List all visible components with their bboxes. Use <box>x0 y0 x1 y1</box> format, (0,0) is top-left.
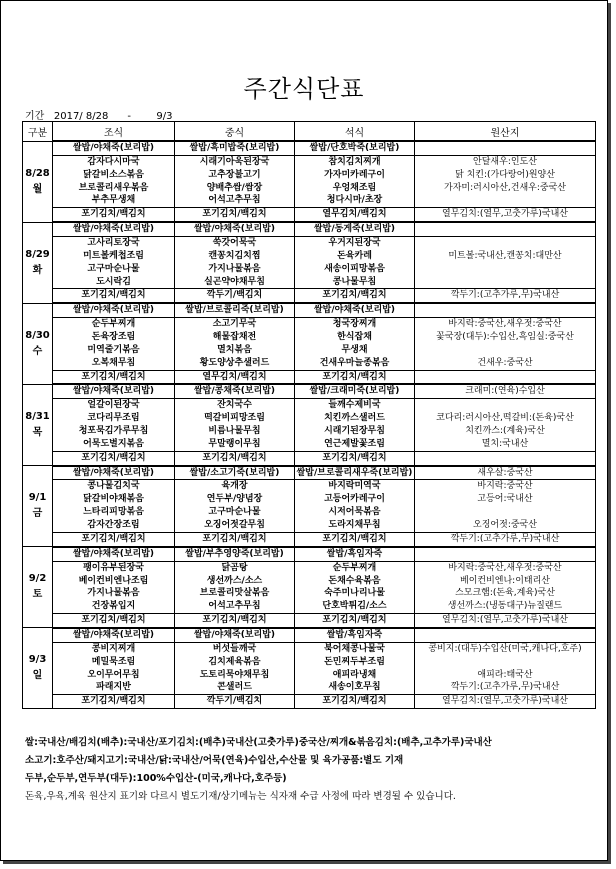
day-weekday: 수 <box>32 345 43 357</box>
lunch-cell: 생선까스/소스 <box>175 575 295 588</box>
day-cell <box>23 466 53 547</box>
breakfast-cell: 도시락김 <box>53 276 175 289</box>
dinner-cell: 우거지된장국 <box>295 237 415 250</box>
dinner-cell: 들깨수제비국 <box>295 399 415 412</box>
breakfast-cell: 팽이유부된장국 <box>53 561 175 574</box>
breakfast-cell: 부추무생채 <box>53 194 175 207</box>
origin-cell: 깍두기:(고추가루,무)국내산 <box>415 532 596 546</box>
origin-cell: 열무김치:(열무,고춧가루)국내산 <box>415 208 596 222</box>
breakfast-cell: 코다리무조림 <box>53 412 175 425</box>
table-row <box>23 600 596 613</box>
table-row <box>23 357 596 370</box>
origin-cell: 고등어:국내산 <box>415 493 596 506</box>
table-row <box>23 141 596 155</box>
origin-cell: 콩비지:(대두)수입산(미국,캐나다,호주) <box>415 642 596 655</box>
dinner-cell: 순두부찌개 <box>295 561 415 574</box>
table-row <box>23 681 596 694</box>
origin-cell: 깍두기:(고추가루,무)국내산 <box>415 289 596 303</box>
dinner-cell: 우엉채조림 <box>295 182 415 195</box>
dinner-cell: 돈육카레 <box>295 250 415 263</box>
origin-cell: 오징어젓:중국산 <box>415 519 596 532</box>
lunch-cell: 쑥갓어묵국 <box>175 237 295 250</box>
dinner-cell: 단호박튀김/소스 <box>295 600 415 613</box>
breakfast-cell: 쌀밥/야채죽(보리밥) <box>53 303 175 317</box>
table-row <box>23 344 596 357</box>
lunch-cell: 깍두기/백김치 <box>175 695 295 709</box>
breakfast-cell: 닭갈비야채볶음 <box>53 493 175 506</box>
table-row <box>23 318 596 331</box>
dinner-cell: 쌀밥/크래미죽(보리밥) <box>295 384 415 398</box>
dinner-cell: 돈채수육볶음 <box>295 575 415 588</box>
table-row <box>23 208 596 222</box>
table-row <box>23 519 596 532</box>
breakfast-cell: 순두부찌개 <box>53 318 175 331</box>
breakfast-cell: 쌀밥/야채죽(보리밥) <box>53 222 175 236</box>
dinner-cell: 애피라냉채 <box>295 669 415 682</box>
origin-cell: 닭 치킨:(가다랑어)원양산 <box>415 169 596 182</box>
breakfast-cell: 미트볼케첩조림 <box>53 250 175 263</box>
dinner-cell: 쌀밥/야채죽(보리밥) <box>295 303 415 317</box>
table-row <box>23 289 596 303</box>
origin-cell: 애피라:태국산 <box>415 669 596 682</box>
origin-cell: 코다리:러시아산,떡갈비:(돈육)국산 <box>415 412 596 425</box>
day-date: 8/30 <box>25 329 50 341</box>
table-row <box>23 263 596 276</box>
table-row <box>23 276 596 289</box>
lunch-cell: 어석고추무침 <box>175 194 295 207</box>
day-weekday: 화 <box>32 264 43 276</box>
dinner-cell: 한식잡채 <box>295 331 415 344</box>
day-weekday: 토 <box>32 589 43 601</box>
lunch-cell: 포기김치/백김치 <box>175 208 295 222</box>
note-line: 쌀:국내산/배김치(배추):국내산/포기김치:(배추)국내산(고춧가루)중국산/찌개&볶음김치:(배추,고추가루)국내산 <box>25 737 492 748</box>
dinner-cell: 청국장찌개 <box>295 318 415 331</box>
header-origin: 원산지 <box>415 122 596 142</box>
table-row <box>23 303 596 317</box>
table-row <box>23 169 596 182</box>
breakfast-cell: 쌀밥/야채죽(보리밥) <box>53 141 175 155</box>
table-row <box>23 587 596 600</box>
breakfast-cell: 감자다시마국 <box>53 155 175 168</box>
breakfast-cell: 파래지반 <box>53 681 175 694</box>
lunch-cell: 버섯들깨국 <box>175 642 295 655</box>
day-cell <box>23 222 53 303</box>
lunch-cell: 가지나물볶음 <box>175 263 295 276</box>
origin-cell: 바지락:중국산,새우젓:중국산 <box>415 318 596 331</box>
lunch-cell: 고추장불고기 <box>175 169 295 182</box>
origin-cell: 스모크햄:(돈육,계육)국산 <box>415 587 596 600</box>
origin-cell <box>415 506 596 519</box>
breakfast-cell: 쌀밥/야채죽(보리밥) <box>53 466 175 480</box>
day-date: 9/2 <box>28 573 47 585</box>
lunch-cell: 비름나물무침 <box>175 425 295 438</box>
lunch-cell: 오징어젓갈무침 <box>175 519 295 532</box>
breakfast-cell: 브로콜리새우볶음 <box>53 182 175 195</box>
dinner-cell: 건새우마늘종볶음 <box>295 357 415 370</box>
origin-cell <box>415 141 596 155</box>
table-row <box>23 506 596 519</box>
origin-cell <box>415 194 596 207</box>
dinner-cell: 포기김치/백김치 <box>295 370 415 384</box>
lunch-cell: 닭곰탕 <box>175 561 295 574</box>
dinner-cell: 열무김치/백김치 <box>295 208 415 222</box>
day-cell <box>23 384 53 465</box>
lunch-cell: 양배추쌈/쌈장 <box>175 182 295 195</box>
dinner-cell: 포기김치/백김치 <box>295 451 415 465</box>
header-lunch: 중식 <box>175 122 295 142</box>
table-row <box>23 547 596 561</box>
origin-cell <box>415 451 596 465</box>
dinner-cell: 참치김치찌개 <box>295 155 415 168</box>
breakfast-cell: 콩비지찌개 <box>53 642 175 655</box>
table-row <box>23 695 596 709</box>
footer-notes <box>25 734 492 806</box>
table-row <box>23 575 596 588</box>
breakfast-cell: 메밀묵조림 <box>53 656 175 669</box>
lunch-cell: 쌀밥/야채죽(보리밥) <box>175 222 295 236</box>
dinner-cell: 쌀밥/흑임자죽 <box>295 547 415 561</box>
breakfast-cell: 포기김치/백김치 <box>53 614 175 628</box>
lunch-cell: 쌀밥/브로콜리죽(보리밥) <box>175 303 295 317</box>
lunch-cell: 실곤약야채무침 <box>175 276 295 289</box>
dinner-cell: 새송이호무침 <box>295 681 415 694</box>
lunch-cell: 소고기무국 <box>175 318 295 331</box>
lunch-cell: 연두부/양념장 <box>175 493 295 506</box>
breakfast-cell: 오복채무침 <box>53 357 175 370</box>
dinner-cell: 북어채콩나물국 <box>295 642 415 655</box>
table-row <box>23 532 596 546</box>
note-line: 두부,순두부,연두부(대두):100%수입산-(미국,캐나다,호주등) <box>25 773 287 784</box>
breakfast-cell: 미역줄기볶음 <box>53 344 175 357</box>
dinner-cell: 바지락미역국 <box>295 480 415 493</box>
lunch-cell: 캔꽁치김치찜 <box>175 250 295 263</box>
breakfast-cell: 포기김치/백김치 <box>53 370 175 384</box>
day-date: 8/28 <box>25 167 50 179</box>
dinner-cell: 포기김치/백김치 <box>295 532 415 546</box>
breakfast-cell: 청포묵김가루무침 <box>53 425 175 438</box>
dinner-cell: 쌀밥/동게죽(보리밥) <box>295 222 415 236</box>
table-row <box>23 194 596 207</box>
table-row <box>23 656 596 669</box>
page-title: 주간식단표 <box>243 75 365 103</box>
breakfast-cell: 쌀밥/야채죽(보리밥) <box>53 384 175 398</box>
table-row <box>23 642 596 655</box>
table-row <box>23 480 596 493</box>
lunch-cell: 잔치국수 <box>175 399 295 412</box>
period-label: 기간 2017/ 8/28 - 9/3 <box>25 111 173 122</box>
origin-cell <box>415 399 596 412</box>
origin-cell: 생선까스:(냉동대구)뉴질랜드 <box>415 600 596 613</box>
day-weekday: 목 <box>32 427 43 439</box>
origin-cell <box>415 656 596 669</box>
table-row <box>23 237 596 250</box>
origin-cell: 꽃국장(대두):수입산,흑임실:중국산 <box>415 331 596 344</box>
weekly-menu-table <box>22 121 596 709</box>
lunch-cell: 깍두기/백김치 <box>175 289 295 303</box>
header-row <box>23 122 596 142</box>
table-row <box>23 614 596 628</box>
day-cell <box>23 628 53 709</box>
lunch-cell: 열무김치/백김치 <box>175 370 295 384</box>
origin-cell: 베이컨비엔나:이태리산 <box>415 575 596 588</box>
table-row <box>23 384 596 398</box>
dinner-cell: 새송이피망볶음 <box>295 263 415 276</box>
origin-cell <box>415 628 596 642</box>
origin-cell: 치킨까스:(계육)국산 <box>415 425 596 438</box>
day-date: 8/29 <box>25 248 50 260</box>
dinner-cell: 시래기된장무침 <box>295 425 415 438</box>
table-row <box>23 669 596 682</box>
lunch-cell: 쌀밥/부추영양죽(보리밥) <box>175 547 295 561</box>
table-row <box>23 561 596 574</box>
origin-cell: 건새우:중국산 <box>415 357 596 370</box>
dinner-cell: 연근제발꽃조림 <box>295 438 415 451</box>
breakfast-cell: 고사리토장국 <box>53 237 175 250</box>
day-cell <box>23 547 53 628</box>
breakfast-cell: 포기김치/백김치 <box>53 532 175 546</box>
dinner-cell: 포기김치/백김치 <box>295 289 415 303</box>
breakfast-cell: 포기김치/백김치 <box>53 451 175 465</box>
lunch-cell: 김치제육볶음 <box>175 656 295 669</box>
dinner-cell: 쌀밥/단호박죽(보리밥) <box>295 141 415 155</box>
origin-cell <box>415 222 596 236</box>
header-dinner: 석식 <box>295 122 415 142</box>
day-date: 9/1 <box>28 492 47 504</box>
breakfast-cell: 돈육장조림 <box>53 331 175 344</box>
lunch-cell: 쌀밥/콩채죽(보리밥) <box>175 384 295 398</box>
origin-cell <box>415 276 596 289</box>
day-weekday: 월 <box>32 183 43 195</box>
table-row <box>23 331 596 344</box>
note-line: 돈육,우육,계육 원산지 표기와 다르시 별도기재/상기메뉴는 식자재 수급 사정에 따라 변경될 수 있습니다. <box>25 791 456 802</box>
lunch-cell: 멸치볶음 <box>175 344 295 357</box>
table-row <box>23 438 596 451</box>
breakfast-cell: 오이무어무침 <box>53 669 175 682</box>
dinner-cell: 포기김치/백김치 <box>295 695 415 709</box>
breakfast-cell: 포기김치/백김치 <box>53 695 175 709</box>
note-line: 소고기:호주산/돼지고기:국내산/닭:국내산/어묵(연육)수입산,수산물 및 육가공품:별도 기재 <box>25 755 404 766</box>
origin-cell: 크래미:(연육)수입산 <box>415 384 596 398</box>
day-date: 8/31 <box>25 411 50 423</box>
lunch-cell: 포기김치/백김치 <box>175 532 295 546</box>
dinner-cell: 돈민찌두부조림 <box>295 656 415 669</box>
dinner-cell: 청다시마/초장 <box>295 194 415 207</box>
lunch-cell: 해물잡채전 <box>175 331 295 344</box>
table-row <box>23 425 596 438</box>
table-row <box>23 399 596 412</box>
lunch-cell: 떡갈비피망조림 <box>175 412 295 425</box>
breakfast-cell: 건장볶입지 <box>53 600 175 613</box>
breakfast-cell: 쌀밥/야채죽(보리밥) <box>53 547 175 561</box>
table-row <box>23 412 596 425</box>
lunch-cell: 육개장 <box>175 480 295 493</box>
origin-cell <box>415 303 596 317</box>
breakfast-cell: 고구마순나물 <box>53 263 175 276</box>
table-row <box>23 250 596 263</box>
dinner-cell: 가자미카레구이 <box>295 169 415 182</box>
lunch-cell: 쌀밥/흑미밥죽(보리밥) <box>175 141 295 155</box>
table-row <box>23 182 596 195</box>
header-category: 구분 <box>23 122 53 142</box>
breakfast-cell: 포기김치/백김치 <box>53 208 175 222</box>
dinner-cell: 무생채 <box>295 344 415 357</box>
header-breakfast: 조식 <box>53 122 175 142</box>
lunch-cell: 어석고추무침 <box>175 600 295 613</box>
lunch-cell: 고구마순나물 <box>175 506 295 519</box>
origin-cell: 미트볼:국내산,캔꽁치:대만산 <box>415 250 596 263</box>
day-cell <box>23 303 53 384</box>
lunch-cell: 브로콜리맛살볶음 <box>175 587 295 600</box>
origin-cell: 가자미:러시아산,건새우:중국산 <box>415 182 596 195</box>
origin-cell <box>415 370 596 384</box>
dinner-cell: 콩나물무침 <box>295 276 415 289</box>
table-row <box>23 466 596 480</box>
breakfast-cell: 어묵도별지볶음 <box>53 438 175 451</box>
dinner-cell: 시저어묵볶음 <box>295 506 415 519</box>
table-row <box>23 628 596 642</box>
breakfast-cell: 감자간장조림 <box>53 519 175 532</box>
breakfast-cell: 얼갈이된장국 <box>53 399 175 412</box>
dinner-cell: 고등어카레구이 <box>295 493 415 506</box>
table-row <box>23 370 596 384</box>
breakfast-cell: 가지나물볶음 <box>53 587 175 600</box>
table-row <box>23 451 596 465</box>
dinner-cell: 치킨까스샐러드 <box>295 412 415 425</box>
origin-cell: 열무김치:(열무,고춧가루)국내산 <box>415 614 596 628</box>
origin-cell <box>415 547 596 561</box>
breakfast-cell: 닭갈비소스볶음 <box>53 169 175 182</box>
origin-cell: 바지락:중국산,새우젓:중국산 <box>415 561 596 574</box>
lunch-cell: 포기김치/백김치 <box>175 614 295 628</box>
lunch-cell: 도토리묵야채무침 <box>175 669 295 682</box>
breakfast-cell: 베이컨비엔나조림 <box>53 575 175 588</box>
dinner-cell: 쌀밥/흑임자죽 <box>295 628 415 642</box>
lunch-cell: 포기김치/백김치 <box>175 451 295 465</box>
origin-cell <box>415 237 596 250</box>
day-weekday: 일 <box>32 670 43 682</box>
menu-body <box>23 141 596 709</box>
origin-cell: 새우살:중국산 <box>415 466 596 480</box>
lunch-cell: 쌀밥/야채죽(보리밥) <box>175 628 295 642</box>
origin-cell <box>415 263 596 276</box>
origin-cell: 열무김치:(열무,고춧가루)국내산 <box>415 695 596 709</box>
lunch-cell: 무말랭이무침 <box>175 438 295 451</box>
origin-cell: 멸치:국내산 <box>415 438 596 451</box>
table-row <box>23 493 596 506</box>
lunch-cell: 콘샐러드 <box>175 681 295 694</box>
day-cell <box>23 141 53 222</box>
dinner-cell: 도라지채무침 <box>295 519 415 532</box>
dinner-cell: 숙주미나리나물 <box>295 587 415 600</box>
origin-cell: 깍두기:(고추가루,무)국내산 <box>415 681 596 694</box>
origin-cell: 안달새우:인도산 <box>415 155 596 168</box>
day-weekday: 금 <box>32 508 43 520</box>
origin-cell: 바지락:중국산 <box>415 480 596 493</box>
breakfast-cell: 포기김치/백김치 <box>53 289 175 303</box>
lunch-cell: 시래기아욱된장국 <box>175 155 295 168</box>
table-row <box>23 222 596 236</box>
breakfast-cell: 느타리피망볶음 <box>53 506 175 519</box>
breakfast-cell: 쌀밥/야채죽(보리밥) <box>53 628 175 642</box>
origin-cell <box>415 344 596 357</box>
breakfast-cell: 콩나물김치국 <box>53 480 175 493</box>
table-row <box>23 155 596 168</box>
dinner-cell: 포기김치/백김치 <box>295 614 415 628</box>
lunch-cell: 쌀밥/소고기죽(보리밥) <box>175 466 295 480</box>
day-date: 9/3 <box>28 654 47 666</box>
dinner-cell: 쌀밥/브로콜리새우죽(보리밥) <box>295 466 415 480</box>
lunch-cell: 황도양상추샐러드 <box>175 357 295 370</box>
